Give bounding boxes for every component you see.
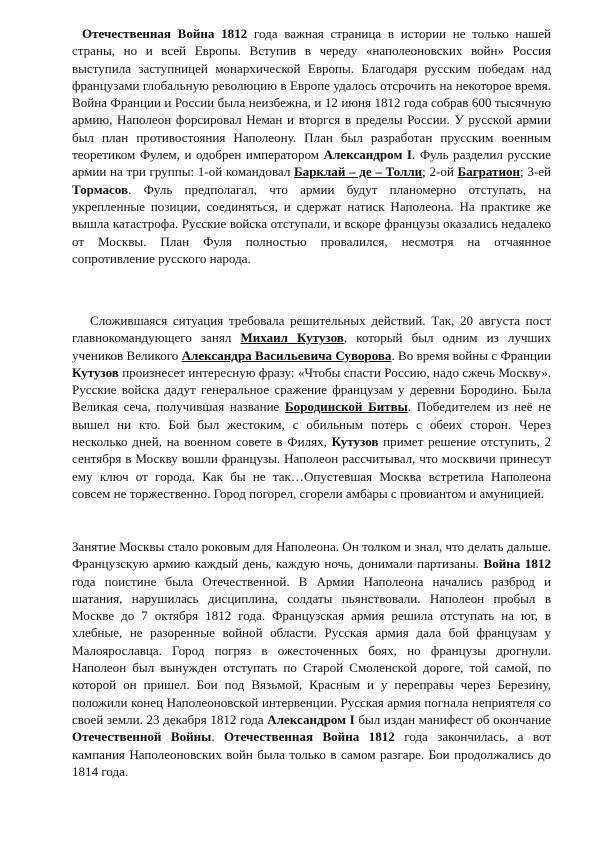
bold-term: Отечественной Войны xyxy=(72,729,212,745)
bold-term: Тормасов xyxy=(72,181,129,197)
text-run: ; 3-ей xyxy=(520,164,551,180)
bold-term: Александром I xyxy=(323,147,412,163)
text-run: был издан манифест об окончание xyxy=(354,711,551,727)
paragraph-2 xyxy=(72,312,551,502)
underlined-term: Барклай – де – Толли xyxy=(294,164,423,180)
text-run: . Фуль предполагал, что армии будут планомерно отступать, на укрепленные позиции, соединяться, и сдержат натиск Наполеона. На практике же вышла катастрофа. Русские войска отступали, и вскоре французы оказались недалеко от Москвы. План Фуля полностью провалился, несмотря на отчаянное сопротивление русского народа. xyxy=(72,181,551,266)
text-run: . Фуль разделил русские армии на три группы: 1-ой командовал xyxy=(72,147,551,180)
text-run: . xyxy=(211,729,225,745)
text-run: ; 2-ой xyxy=(422,164,458,180)
paragraph-3 xyxy=(72,538,551,780)
text-run: , который был одним из лучших учеников Великого xyxy=(72,330,551,363)
underlined-term: Александра Васильевича Суворова xyxy=(181,347,392,363)
text-run: . Во время войны с Франции xyxy=(391,347,551,363)
paragraph-1 xyxy=(72,25,551,267)
bold-term: Отечественная Война 1812 xyxy=(224,729,395,745)
text-run: года поистине была Отечественной. В Армии Наполеона начались разброд и шатания, нарушилась дисциплина, солдаты пьянствовали. Наполеон пробыл в Москве до 7 октября 1812 года. Французская армия решила отступать на юг, в хлебные, не разоренные войной области. Русская армия дала бой французам у Малоярославца. Город погряз в ожесточенных боях, но французы дрогнули. Наполеон был вынужден отступать по Старой Смоленской дороге, той самой, по которой он пришел. Бои под Вязьмой, Красным и у переправы через Березину, положили конец Наполеоновской интервенции. Русская армия погнала неприятеля со своей земли. 23 декабря 1812 года xyxy=(72,573,551,727)
text-run: Занятие Москвы стало роковым для Наполеона. Он толком и знал, что делать дальше. Французскую армию каждый день, каждую ночь, донимали партизаны. xyxy=(72,539,551,572)
underlined-term: Бородинской Битвы xyxy=(285,399,408,415)
text-run: года важная страница в истории не только нашей страны, но и всей Европы. Вступив в череду «наполеоновских войн» Россия выступила заступницей монархической Европы. Благодаря русским победам над французами глобальную революцию в Европе удалось отсрочить на некоторое время. Война Франции и России была неизбежна, и 12 июня 1812 года собрав 600 тысячную армию, Наполеон форсировал Неман и вторгся в пределы России. У русской армии был план противостояния Наполеону. План был разработан прусским военным теоретиком Фулем, и одобрен императором xyxy=(72,26,551,163)
text-run: Сложившаяся ситуация требовала решительных действий. Так, 20 августа пост главнокомандующего занял xyxy=(72,313,551,346)
bold-term: Отечественная Война 1812 xyxy=(82,26,248,41)
text-run: года закончилась, а вот кампания Наполеоновских войн была только в самом разгаре. Бои продолжались до 1814 года. xyxy=(72,729,551,779)
text-run: примет решение отступить, 2 сентября в Москву вошли французы. Наполеон рассчитывал, что москвичи принесут ему ключ от города. Как бы не так…Опустевшая Москва встретила Наполеона совсем не торжественно. Город погорел, сгорели амбары с провиантом и амуницией. xyxy=(72,434,551,501)
bold-term: Кутузов xyxy=(331,434,379,450)
underlined-term: Багратион xyxy=(457,164,521,180)
underlined-term: Михаил Кутузов xyxy=(240,330,344,346)
text-run: произнесет интересную фразу: «Чтобы спасти Россию, надо сжечь Москву». Русские войска дадут генеральное сражение французам у деревни Бородино. Была Великая сеча, получившая название xyxy=(72,364,551,415)
text-run: . Победителем из неё не вышел ни кто. Бой был жестоким, с обильным потерь с обеих сторон. Через несколько дней, на военном совете в Филях, xyxy=(72,399,551,450)
bold-term: Кутузов xyxy=(72,364,119,380)
bold-term: Война 1812 xyxy=(483,556,552,572)
bold-term: Александром I xyxy=(267,711,355,727)
